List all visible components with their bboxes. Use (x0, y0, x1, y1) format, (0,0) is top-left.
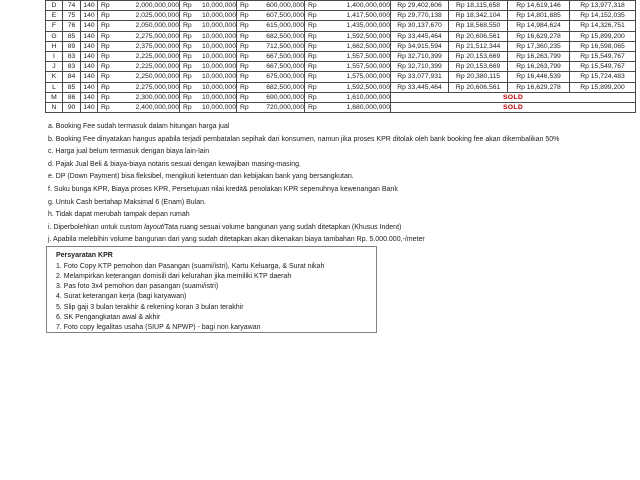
kpr-balance-cell (305, 21, 391, 31)
currency-prefix: Rp (101, 32, 110, 40)
down-payment-cell (237, 41, 305, 51)
amount: 10,000,000 (201, 12, 236, 20)
amount: 10,000,000 (201, 104, 236, 112)
currency-prefix: Rp (308, 83, 317, 91)
amount: 1,610,000,000 (346, 93, 390, 101)
installment-cell: Rp 18,342,104 (449, 11, 508, 21)
block-cell: N (46, 103, 63, 113)
requirement-line: 6. SK Pengangkatan awal & akhir (56, 313, 161, 321)
currency-prefix: Rp (183, 2, 192, 9)
currency-prefix: Rp (240, 104, 249, 112)
requirement-line: 2. Melampirkan keterangan domisili dari kelurahan jika memiliki KTP daerah (56, 272, 292, 280)
block-cell: I (46, 52, 63, 62)
block-cell: F (46, 21, 63, 31)
currency-prefix: Rp (183, 104, 192, 112)
currency-prefix: Rp (308, 63, 317, 71)
land-area-cell: 140 (81, 72, 98, 82)
amount: 607,500,000 (266, 12, 304, 20)
amount: 10,000,000 (201, 63, 236, 71)
currency-prefix: Rp (308, 2, 317, 9)
installment-cell: Rp 14,619,146 (508, 1, 570, 11)
land-area-cell: 140 (81, 11, 98, 21)
installment-cell: Rp 29,402,606 (391, 1, 449, 11)
amount: 1,557,500,000 (346, 63, 390, 71)
amount: 682,500,000 (266, 32, 304, 40)
installment-cell: Rp 13,977,318 (570, 1, 636, 11)
currency-prefix: Rp (101, 53, 110, 61)
currency-prefix: Rp (183, 32, 192, 40)
requirement-line: 3. Pas foto 3x4 pemohon dan pasangan (suami/istri) (56, 283, 219, 291)
building-area-cell: 74 (63, 1, 81, 11)
amount: 2,400,000,000 (135, 104, 179, 112)
land-area-cell: 140 (81, 92, 98, 102)
amount: 2,300,000,000 (135, 93, 179, 101)
price-cell (98, 11, 180, 21)
building-area-cell: 86 (63, 92, 81, 102)
installment-cell: Rp 20,380,115 (449, 72, 508, 82)
down-payment-cell (237, 11, 305, 21)
installment-cell: Rp 15,899,200 (570, 82, 636, 92)
amount: 2,025,000,000 (135, 12, 179, 20)
currency-prefix: Rp (101, 83, 110, 91)
sold-cell: SOLD (391, 103, 636, 113)
currency-prefix: Rp (240, 32, 249, 40)
building-area-cell: 90 (63, 103, 81, 113)
booking-fee-cell (180, 1, 237, 11)
currency-prefix: Rp (101, 93, 110, 101)
installment-cell: Rp 33,445,464 (391, 31, 449, 41)
installment-cell: Rp 14,152,035 (570, 11, 636, 21)
price-cell (98, 52, 180, 62)
amount: 2,000,000,000 (135, 2, 179, 9)
requirement-line: 5. Slip gaji 3 bulan terakhir & rekening koran 3 bulan terakhir (56, 303, 244, 311)
currency-prefix: Rp (183, 42, 192, 50)
amount: 1,557,500,000 (346, 53, 390, 61)
amount: 600,000,000 (266, 2, 304, 9)
table-row (46, 103, 636, 113)
amount: 712,500,000 (266, 42, 304, 50)
amount: 2,225,000,000 (135, 53, 179, 61)
currency-prefix: Rp (101, 12, 110, 20)
booking-fee-cell (180, 103, 237, 113)
currency-prefix: Rp (308, 32, 317, 40)
table-row (46, 11, 636, 21)
currency-prefix: Rp (101, 73, 110, 81)
kpr-balance-cell (305, 72, 391, 82)
price-cell (98, 92, 180, 102)
installment-cell: Rp 20,153,669 (449, 62, 508, 72)
building-area-cell: 84 (63, 72, 81, 82)
installment-cell: Rp 32,710,399 (391, 62, 449, 72)
note-line: d. Pajak Jual Beli & biaya-biaya notaris sesuai dengan kewajiban masing-masing. (48, 160, 301, 168)
installment-cell: Rp 29,770,138 (391, 11, 449, 21)
amount: 690,000,000 (266, 93, 304, 101)
kpr-balance-cell (305, 103, 391, 113)
note-line: j. Apabila melebihin volume bangunan dari yang sudah ditetapkan akan dikenakan biaya tambahan Rp. 5.000.000,-/meter (48, 236, 425, 244)
land-area-cell: 140 (81, 62, 98, 72)
land-area-cell: 140 (81, 31, 98, 41)
requirement-line: 7. Foto copy legalitas usaha (SIUP & NPWP) - bagi non karyawan (56, 324, 261, 332)
booking-fee-cell (180, 62, 237, 72)
amount: 1,680,000,000 (346, 104, 390, 112)
block-cell: K (46, 72, 63, 82)
currency-prefix: Rp (240, 2, 249, 9)
amount: 1,592,500,000 (346, 32, 390, 40)
note-line: c. Harga jual belum termasuk dengan biaya lain-lain (48, 148, 210, 156)
table-row (46, 1, 636, 11)
installment-cell: Rp 21,512,344 (449, 41, 508, 51)
block-cell: L (46, 82, 63, 92)
price-cell (98, 62, 180, 72)
amount: 682,500,000 (266, 83, 304, 91)
kpr-balance-cell (305, 52, 391, 62)
price-cell (98, 72, 180, 82)
note-line: e. DP (Down Payment) bisa fleksibel, mengikuti ketentuan dan kebijakan bank yang bersangkutan. (48, 173, 354, 181)
table-row (46, 82, 636, 92)
installment-cell: Rp 14,326,751 (570, 21, 636, 31)
installment-cell: Rp 16,263,799 (508, 52, 570, 62)
currency-prefix: Rp (308, 104, 317, 112)
table-row (46, 21, 636, 31)
price-cell (98, 1, 180, 11)
amount: 2,225,000,000 (135, 63, 179, 71)
note-line: f. Suku bunga KPR, Biaya proses KPR, Persetujuan nilai kredit& penolakan KPR sepenuhnya kewenangan Bank (48, 185, 398, 193)
currency-prefix: Rp (101, 2, 110, 9)
currency-prefix: Rp (308, 12, 317, 20)
down-payment-cell (237, 82, 305, 92)
amount: 10,000,000 (201, 93, 236, 101)
currency-prefix: Rp (183, 63, 192, 71)
down-payment-cell (237, 72, 305, 82)
booking-fee-cell (180, 82, 237, 92)
currency-prefix: Rp (183, 73, 192, 81)
price-cell (98, 103, 180, 113)
currency-prefix: Rp (308, 22, 317, 30)
building-area-cell: 89 (63, 41, 81, 51)
currency-prefix: Rp (240, 83, 249, 91)
land-area-cell: 140 (81, 103, 98, 113)
currency-prefix: Rp (183, 93, 192, 101)
installment-cell: Rp 14,801,885 (508, 11, 570, 21)
booking-fee-cell (180, 41, 237, 51)
installment-cell: Rp 33,077,931 (391, 72, 449, 82)
price-cell (98, 82, 180, 92)
currency-prefix: Rp (308, 73, 317, 81)
land-area-cell: 140 (81, 82, 98, 92)
kpr-balance-cell (305, 92, 391, 102)
down-payment-cell (237, 52, 305, 62)
amount: 2,050,000,000 (135, 22, 179, 30)
amount: 615,000,000 (266, 22, 304, 30)
currency-prefix: Rp (308, 93, 317, 101)
booking-fee-cell (180, 52, 237, 62)
land-area-cell: 140 (81, 41, 98, 51)
amount: 667,500,000 (266, 53, 304, 61)
note-line: h. Tidak dapat merubah tampak depan rumah (48, 211, 190, 219)
amount: 10,000,000 (201, 53, 236, 61)
kpr-balance-cell (305, 82, 391, 92)
table-row (46, 92, 636, 102)
kpr-balance-cell (305, 31, 391, 41)
block-cell: D (46, 1, 63, 11)
installment-cell: Rp 34,915,594 (391, 41, 449, 51)
kpr-requirements-box (46, 246, 377, 333)
installment-cell: Rp 32,710,399 (391, 52, 449, 62)
note-line: i. Diperbolehkan untuk custom layout/Tata ruang sesuai volume bangunan yang sudah ditetapkan (Khusus Indent) (48, 223, 402, 231)
installment-cell: Rp 18,115,658 (449, 1, 508, 11)
currency-prefix: Rp (240, 63, 249, 71)
installment-cell: Rp 16,629,278 (508, 82, 570, 92)
building-area-cell: 76 (63, 21, 81, 31)
amount: 1,400,000,000 (346, 2, 390, 9)
building-area-cell: 83 (63, 52, 81, 62)
currency-prefix: Rp (101, 63, 110, 71)
amount: 667,500,000 (266, 63, 304, 71)
amount: 1,592,500,000 (346, 83, 390, 91)
installment-cell: Rp 18,568,550 (449, 21, 508, 31)
currency-prefix: Rp (101, 22, 110, 30)
currency-prefix: Rp (240, 42, 249, 50)
amount: 1,575,000,000 (346, 73, 390, 81)
table-row (46, 31, 636, 41)
table-row (46, 41, 636, 51)
amount: 10,000,000 (201, 42, 236, 50)
down-payment-cell (237, 1, 305, 11)
table-row (46, 62, 636, 72)
amount: 10,000,000 (201, 83, 236, 91)
requirement-line: 4. Surat keterangan kerja (bagi karyawan) (56, 293, 187, 301)
note-line: g. Untuk Cash bertahap Maksimal 6 (Enam) Bulan. (48, 198, 206, 206)
currency-prefix: Rp (183, 22, 192, 30)
price-table (45, 0, 636, 113)
currency-prefix: Rp (308, 42, 317, 50)
building-area-cell: 75 (63, 11, 81, 21)
currency-prefix: Rp (183, 53, 192, 61)
down-payment-cell (237, 92, 305, 102)
currency-prefix: Rp (240, 93, 249, 101)
block-cell: G (46, 31, 63, 41)
price-table-body (46, 1, 636, 113)
kpr-balance-cell (305, 41, 391, 51)
kpr-requirements-list (56, 262, 370, 334)
building-area-cell: 85 (63, 82, 81, 92)
installment-cell: Rp 15,549,767 (570, 52, 636, 62)
installment-cell: Rp 30,137,670 (391, 21, 449, 31)
land-area-cell: 140 (81, 21, 98, 31)
block-cell: E (46, 11, 63, 21)
down-payment-cell (237, 21, 305, 31)
currency-prefix: Rp (183, 12, 192, 20)
installment-cell: Rp 15,549,767 (570, 62, 636, 72)
amount: 1,662,500,000 (346, 42, 390, 50)
currency-prefix: Rp (240, 22, 249, 30)
installment-cell: Rp 17,360,235 (508, 41, 570, 51)
kpr-balance-cell (305, 1, 391, 11)
installment-cell: Rp 20,153,669 (449, 52, 508, 62)
down-payment-cell (237, 62, 305, 72)
amount: 2,375,000,000 (135, 42, 179, 50)
booking-fee-cell (180, 21, 237, 31)
amount: 2,275,000,000 (135, 32, 179, 40)
installment-cell: Rp 20,606,561 (449, 82, 508, 92)
currency-prefix: Rp (240, 73, 249, 81)
building-area-cell: 85 (63, 31, 81, 41)
amount: 675,000,000 (266, 73, 304, 81)
price-cell (98, 41, 180, 51)
installment-cell: Rp 20,606,561 (449, 31, 508, 41)
kpr-balance-cell (305, 62, 391, 72)
block-cell: J (46, 62, 63, 72)
down-payment-cell (237, 103, 305, 113)
booking-fee-cell (180, 92, 237, 102)
booking-fee-cell (180, 72, 237, 82)
amount: 2,275,000,000 (135, 83, 179, 91)
amount: 10,000,000 (201, 73, 236, 81)
currency-prefix: Rp (101, 104, 110, 112)
notes-list (48, 121, 628, 247)
currency-prefix: Rp (240, 12, 249, 20)
note-line: b. Booking Fee dinyatakan hangus apabila terjadi pembatalan sepihak dari konsumen, namun jika proses KPR ditolak oleh bank booking fee akan dikembalikan 50% (48, 135, 560, 143)
installment-cell: Rp 16,446,539 (508, 72, 570, 82)
booking-fee-cell (180, 31, 237, 41)
booking-fee-cell (180, 11, 237, 21)
installment-cell: Rp 16,598,065 (570, 41, 636, 51)
kpr-balance-cell (305, 11, 391, 21)
amount: 1,417,500,000 (346, 12, 390, 20)
currency-prefix: Rp (101, 42, 110, 50)
building-area-cell: 83 (63, 62, 81, 72)
amount: 1,435,000,000 (346, 22, 390, 30)
amount: 10,000,000 (201, 22, 236, 30)
requirement-line: 1. Foto Copy KTP pemohon dan Pasangan (suami/istri), Kartu Keluarga, & Surat nikah (56, 262, 325, 270)
currency-prefix: Rp (240, 53, 249, 61)
down-payment-cell (237, 31, 305, 41)
amount: 10,000,000 (201, 32, 236, 40)
amount: 10,000,000 (201, 2, 236, 9)
installment-cell: Rp 15,724,483 (570, 72, 636, 82)
block-cell: H (46, 41, 63, 51)
amount: 2,250,000,000 (135, 73, 179, 81)
note-line: a. Booking Fee sudah termasuk dalam hitungan harga jual (48, 123, 230, 130)
land-area-cell: 140 (81, 52, 98, 62)
installment-cell: Rp 14,984,624 (508, 21, 570, 31)
installment-cell: Rp 16,263,799 (508, 62, 570, 72)
currency-prefix: Rp (183, 83, 192, 91)
table-row (46, 72, 636, 82)
land-area-cell: 140 (81, 1, 98, 11)
block-cell: M (46, 92, 63, 102)
price-cell (98, 31, 180, 41)
installment-cell: Rp 15,899,200 (570, 31, 636, 41)
kpr-requirements-title: Persyaratan KPR (56, 252, 113, 259)
price-cell (98, 21, 180, 31)
sold-cell: SOLD (391, 92, 636, 102)
table-row (46, 52, 636, 62)
amount: 720,000,000 (266, 104, 304, 112)
installment-cell: Rp 33,445,464 (391, 82, 449, 92)
installment-cell: Rp 16,629,278 (508, 31, 570, 41)
currency-prefix: Rp (308, 53, 317, 61)
